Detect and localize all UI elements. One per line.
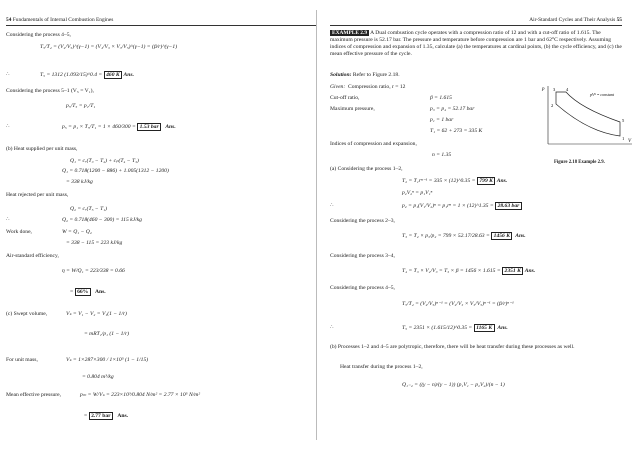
left-heading-c: (c) Swept volume, [6,311,48,317]
p1-val: p₁ = 1 bar [430,117,454,123]
therefore-sign: ∴ [6,72,10,78]
right-b-text: (b) Processes 1–2 and 4–5 are polytropic, therefore, there will be heat transfer during these processes as well. [330,344,575,350]
left-heading-b: (b) Heat supplied per unit mass, [6,146,78,152]
pv-diagram [540,82,636,152]
ans-label: Ans. [524,268,536,274]
ans-label: Ans. [117,413,129,419]
left-t5-answer: 460 K [104,71,123,79]
q12-expr: Q₁₋₂ = ((γ − n)/(γ − 1)) (p₁V₁ − p₂V₂)/(n − 1) [402,382,505,388]
ans-label: Ans. [496,178,508,184]
left-page-number: 54 [6,17,12,23]
maxp-val: p₃ = p₄ = 52.17 bar [430,106,475,112]
left-t5-expr: T₅ = 1312 (1.093/15)^0.4 = [40,72,103,78]
pv-diagram-figure [540,82,636,152]
left-q2-a: Q₂ = cᵥ(T₅ − T₁) [70,206,108,212]
therefore-sign: ∴ [330,203,334,209]
maxp-label: Maximum pressure, [330,106,375,112]
cutoff-val: β = 1.615 [430,95,452,101]
t3-expr: T₃ = T₂ × p₃/p₂ = 799 × 52.17/28.63 = [402,233,490,239]
left-q2-b: Q₂ = 0.718(460 − 300) = 115 kJ/kg [62,217,142,223]
given-cr: Compression ratio, r = 12 [348,84,406,90]
left-w-a: W = Q₁ − Q₂ [62,229,92,235]
point-label: 1 [622,136,625,141]
left-vs-c: Vₛ = 1×287×300 / 1×10⁵ (1 − 1/15) [66,357,149,363]
axis-p-label: p [542,87,545,92]
n-val: n = 1.35 [432,152,452,158]
curve-label: pVⁿ = constant [590,92,614,97]
example-problem-text: A Dual combustion cycle operates with a compression ratio of 12 and with a cut-off ratio of 1.615. The maximum pressure is 52.17 bar. The pressure and temperature before compression are 1 bar and 62°C respectively. Assuming indices of compression and expansion of 1.35, calculate (a) the temperatures at cardinal points, (b) the cycle efficiency, and (c) the mean effective pressure of the cycle. [330,30,622,57]
t3-answer: 1456 K [491,232,512,240]
left-eq-45: T₅/T₄ = (V₄/V₅)^(γ−1) = (V₄/V₃ × V₃/V₅)^(γ−1) = (β/r)^(γ−1) [40,44,178,50]
point-label: 5 [622,118,625,123]
cutoff-label: Cut-off ratio, [330,95,360,101]
left-eta-answer: 66% [75,288,91,296]
left-page: 54 Fundamentals of Internal Combustion Engines Considering the process 4–5, T₅/T₄ = (V₄/V₅)^(γ−1) = (V₄/V₃ × V₃/V₅)^(γ−1) = (β/r)^(γ−1) ∴ T₅ = 1312 (1.093/15)^0.4 = 460 K Ans. Considering the process 5–1 (V₅ = V₁), p₅/T₅ = p₁/T₁ ∴ p₅ = p₁ × T₅/T₁ = 1 × 460/300 = 1.53 bar Ans. (b) Heat supplied per unit mass, Q₁ = cᵥ(T₃ − T₂) + cₚ(T₄ − T₃) Q₁ = 0.718(1200 − 886) + 1.005(1312 − 1200) = 338 kJ/kg Heat rejected per unit mass, Q₂ = cᵥ(T₅ − T₁) ∴ Q₂ = 0.718(460 − 300) = 115 kJ/kg Work done, W = Q₁ − Q₂ = 338 − 115 = 223 kJ/kg Air-standard efficiency, η = W/Q₁ = 223/338 = 0.66 = 66% Ans. (c) Swept volume, Vₛ = V₁ − V₂ = V₁(1 − 1/r) = mRT₁/p₁ (1 − 1/r) For unit mass, Vₛ = 1×287×300 / 1×10⁵ (1 − 1/15) = 0.804 m³/kg Mean effective pressure, pₘ = W/Vₛ = 223×10³/0.804 N/m² = 2.77 × 10⁵ N/m² = 2.77 bar Ans. [0,0,322,451]
axis-v-label: V [628,139,632,144]
left-p5-answer: 1.53 bar [137,123,161,131]
page-gutter [316,10,317,440]
t1-val: T₁ = 62 + 273 = 335 K [430,128,483,134]
left-vs-b: = mRT₁/p₁ (1 − 1/r) [84,331,130,337]
right-header-title: Air-Standard Cycles and Their Analysis [529,17,616,23]
right-eq-45: T₅/T₄ = (V₄/V₅)ⁿ⁻¹ = (V₄/V₃ × V₃/V₅)ⁿ⁻¹ = (β/r)ⁿ⁻¹ [402,301,514,307]
left-vs-a: Vₛ = V₁ − V₂ = V₁(1 − 1/r) [66,311,127,317]
left-text-line: Considering the process 4–5, [6,32,71,38]
given-label: Given: [330,84,346,90]
therefore-sign: ∴ [330,325,334,331]
right-text-line: Considering the process 4–5, [330,285,395,291]
left-mep-expr: pₘ = W/Vₛ = 223×10³/0.804 N/m² = 2.77 × 10⁵ N/m² [80,392,200,398]
right-page [322,0,638,451]
t4-expr: T₄ = T₃ × V₄/V₃ = T₃ × β = 1456 × 1.615 = [402,268,501,274]
t2-answer: 799 K [477,177,496,185]
therefore-sign: ∴ [6,217,10,223]
right-text-line: Considering the process 3–4, [330,253,395,259]
left-w-b: = 338 − 115 = 223 kJ/kg [66,240,123,246]
right-text-line: Considering the process 2–3, [330,218,395,224]
pv-eq: p₂V₂ⁿ = p₁V₁ⁿ [402,190,433,196]
t5-answer: 1165 K [474,324,495,332]
ans-label: Ans. [165,124,176,130]
example-tag: EXAMPLE 2.9 [332,30,368,36]
figure-caption: Figure 2.18 Example 2.9. [554,160,605,165]
left-header [6,17,113,24]
solution-label: Solution: [330,72,352,78]
left-mep-answer: 2.77 bar [89,412,114,420]
point-label: 4 [566,87,569,92]
left-eq-51: p₅/T₅ = p₁/T₁ [66,103,96,109]
t4-answer: 2351 K [502,267,523,275]
left-p5-expr: p₅ = p₁ × T₅/T₁ = 1 × 460/300 = [62,124,136,130]
right-heading-a: (a) Considering the process 1–2, [330,166,403,172]
right-header-rule [330,25,622,26]
cycle-path [556,92,620,136]
right-page-number: 55 [616,17,622,23]
left-header-title: Fundamentals of Internal Combustion Engines [12,17,114,23]
ans-label: Ans. [497,325,508,331]
therefore-sign: ∴ [6,124,10,130]
p2-expr: p₂ = p₁(V₁/V₂)ⁿ = p₁rⁿ = 1 × (12)^1.35 = [402,203,494,209]
ans-label: Ans. [94,289,106,295]
left-heading-eff: Air-standard efficiency, [6,253,59,259]
ans-label: Ans. [123,72,134,78]
example-problem [330,30,622,58]
left-heading-rej: Heat rejected per unit mass, [6,192,69,198]
left-q1-a: Q₁ = cᵥ(T₃ − T₂) + cₚ(T₄ − T₃) [70,158,139,164]
t2-expr: T₂ = T₁rⁿ⁻¹ = 335 × (12)^0.35 = [402,178,476,184]
p2-answer: 28.63 bar [495,202,522,210]
solution-ref: Refer to Figure 2.18. [352,72,400,78]
left-work-label: Work done, [6,229,32,235]
left-q1-c: = 338 kJ/kg [66,179,93,185]
left-mep-label: Mean effective pressure, [6,392,62,398]
right-header [529,17,622,24]
left-text-line: Considering the process 5–1 (V₅ = V₁), [6,88,94,94]
left-q1-b: Q₁ = 0.718(1200 − 886) + 1.005(1312 − 1200) [62,168,169,174]
left-unit-label: For unit mass, [6,357,38,363]
indices-label: Indices of compression and expansion, [330,141,417,147]
left-eta-expr: η = W/Q₁ = 223/338 = 0.66 [62,268,125,274]
heat12-label: Heat transfer during the process 1–2, [340,364,423,370]
left-header-rule [6,25,316,26]
ans-label: Ans. [515,233,526,239]
point-label: 3 [553,87,556,92]
left-vs-d: = 0.804 m³/kg [82,374,114,380]
point-label: 2 [551,103,554,108]
t5-expr: T₅ = 2351 × (1.615/12)^0.35 = [402,325,473,331]
